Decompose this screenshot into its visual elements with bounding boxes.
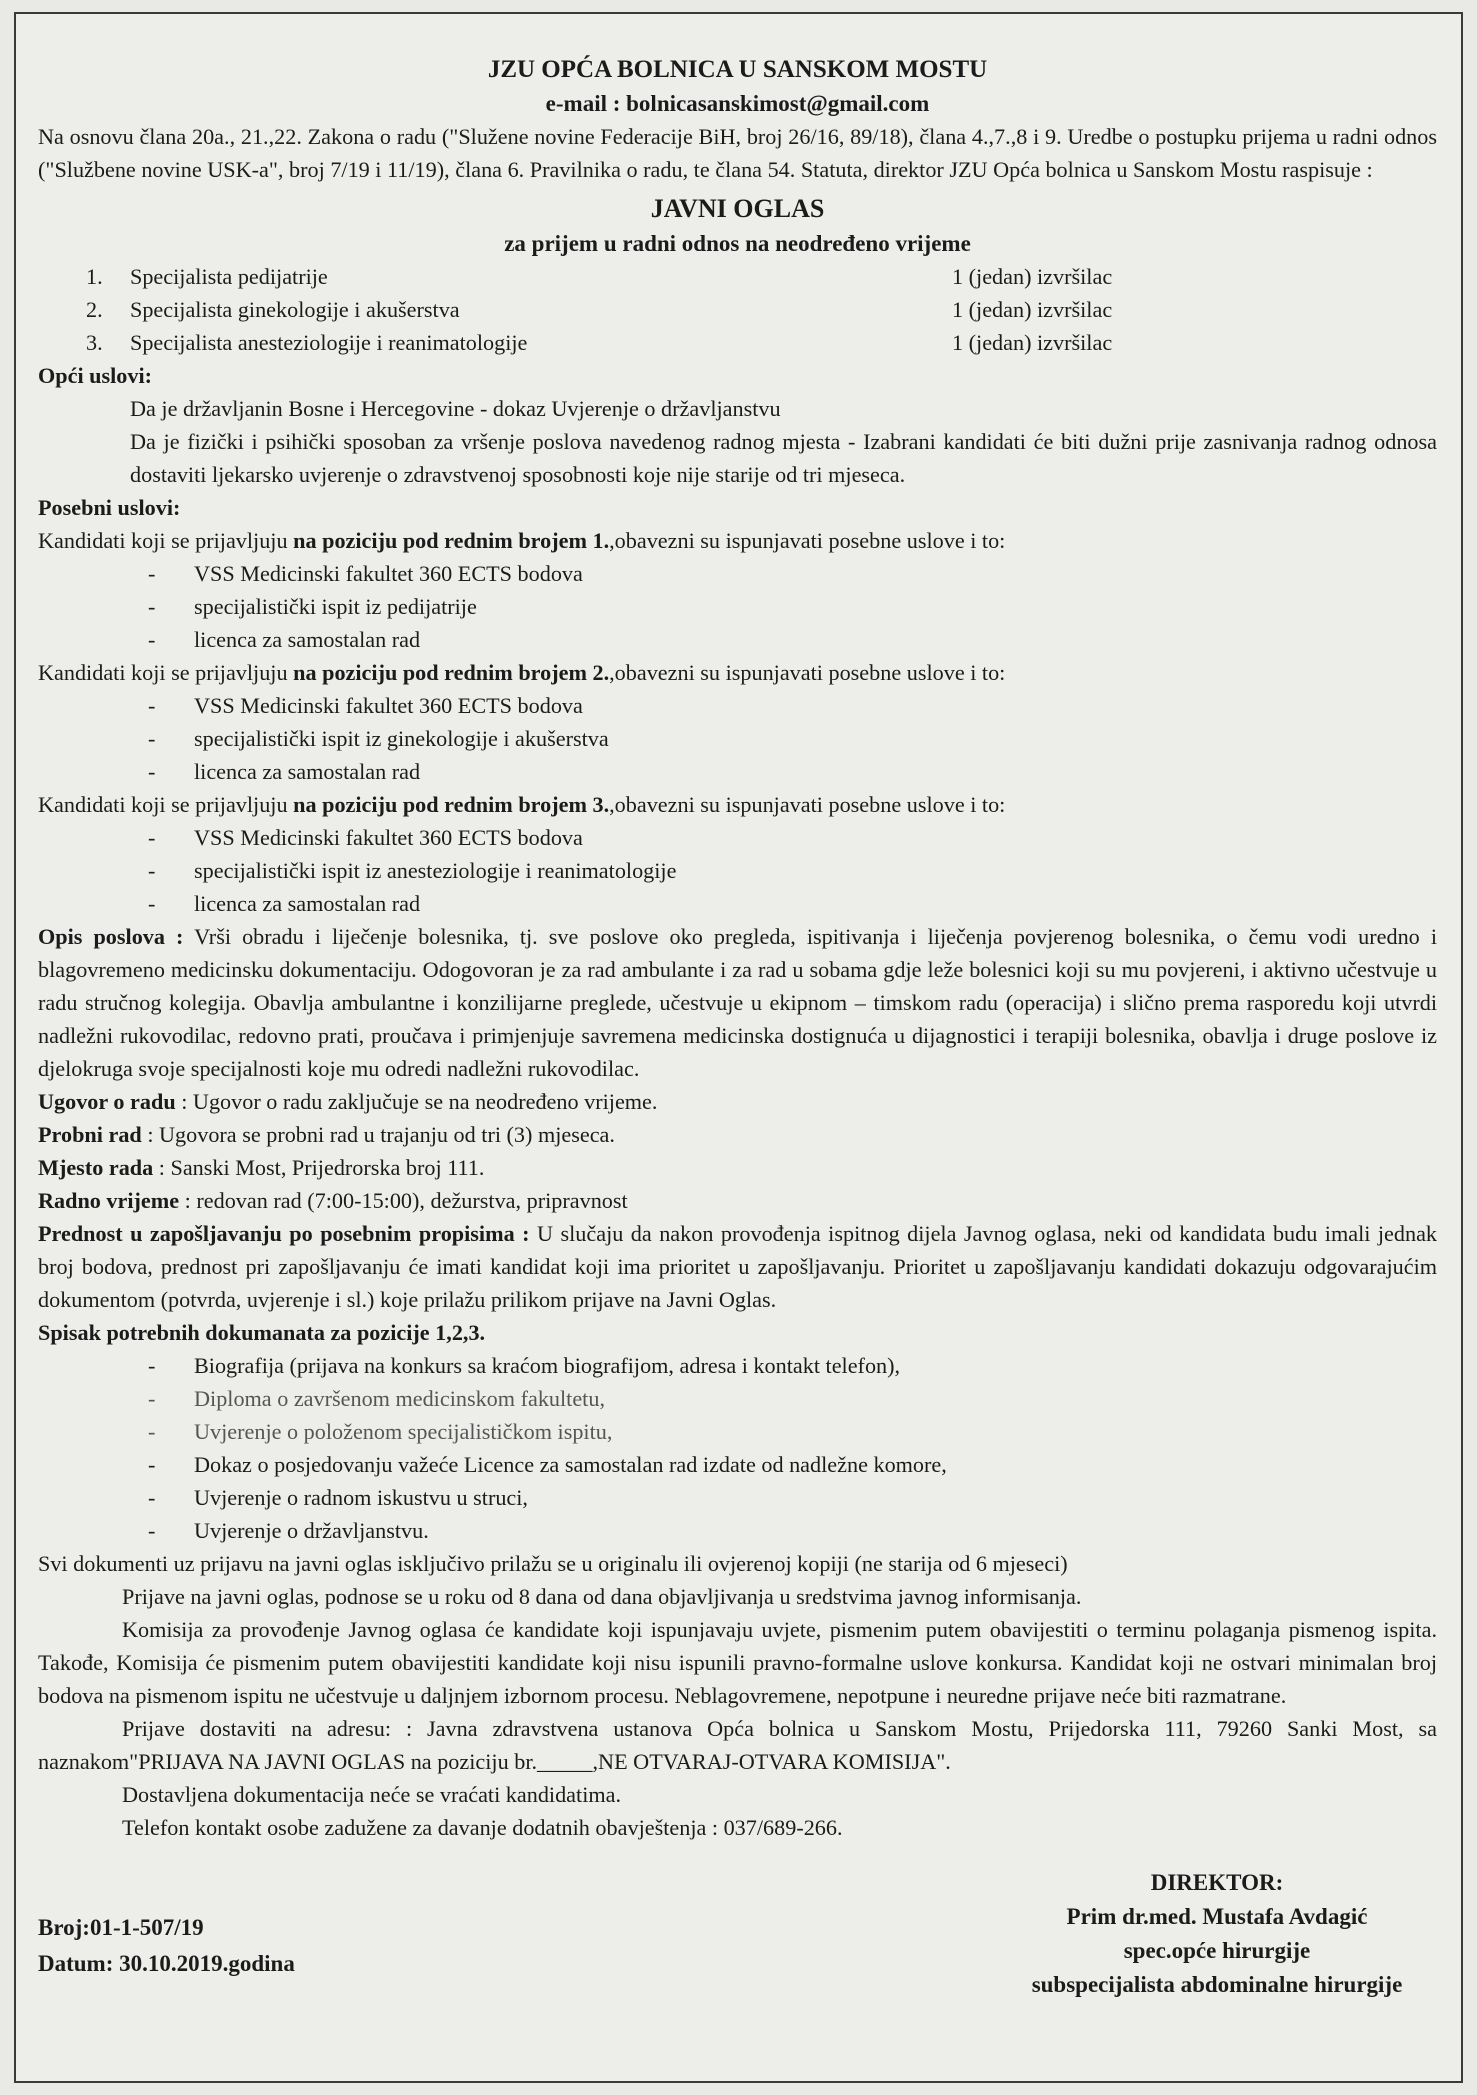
info-line [38,1184,1437,1217]
info-text: : Sanski Most, Prijedrorska broj 111. [153,1155,485,1180]
position-count: 1 (jedan) izvršilac [952,297,1113,322]
list-item: - specijalistički ispit iz pedijatrije [148,590,1437,623]
job-description-text: Vrši obradu i liječenje bolesnika, tj. sve poslove oko pregleda, ispitivanja i liječenja povjerenog bolesnika, o čemu vodi uredno i blagovremeno medicinsku dokumentaciju. Odogovoran je za rad ambulante i za rad u sobama gdje leže bolesnici koji su mu povjereni, i aktivno učestvuje u radu stručnog kolegija. Obavlja ambulantne i konzilijarne preglede, učestvuje u ekipnom – timskom radu (operacija) i slično prema rasporedu koji utvrdi nadležni rukovodilac, redovno prati, proučava i primjenjuje savremena medicinska dostignuća u dijagnostici i terapiji bolesnika, obavlja i druge poslove iz djelokruga svoje specijalnosti koje mu odredi nadležni rukovodilac. [38,924,1437,1081]
document-footer [38,1866,1437,2036]
info-text: : redovan rad (7:00-15:00), dežurstva, pripravnost [179,1188,628,1213]
announcement-title: JAVNI OGLAS [650,194,825,223]
job-announcement-document [14,12,1463,2083]
closing-paragraph: Dostavljena dokumentacija neće se vraćati kandidatima. [122,1782,622,1807]
closing-paragraph: Svi dokumenti uz prijavu na javni oglas isključivo prilažu se u originalu ili ovjerenoj kopiji (ne starija od 6 mjeseci) [38,1551,1068,1576]
list-item: - Uvjerenje o položenom specijalističkom ispitu, [148,1415,1437,1448]
signatory-role: DIREKTOR: [1150,1870,1284,1895]
closing-paragraph: Prijave dostaviti na adresu: : Javna zdravstvena ustanova Opća bolnica u Sanskom Mostu, Prijedorska 111, 79260 Sanki Most, sa naznakom"PRIJAVA NA JAVNI OGLAS na poziciju br._____,NE OTVARAJ-OTVARA KOMISIJA". [38,1716,1437,1774]
list-item: - specijalistički ispit iz anesteziologije i reanimatologije [148,854,1437,887]
info-text: : Ugovora se probni rad u trajanju od tri (3) mjeseca. [141,1122,615,1147]
signatory-name: Prim dr.med. Mustafa Avdagić [1066,1904,1368,1929]
list-item: - Biografija (prijava na konkurs sa kraćom biografijom, adresa i kontakt telefon), [148,1349,1437,1382]
special-group-pre: Kandidati koji se prijavljuju [38,792,294,817]
special-group-list [38,821,1437,920]
special-group-position: na poziciju pod rednim brojem 3. [293,792,610,817]
closing-paragraph: Telefon kontakt osobe zadužene za davanje dodatnih obavještenja : 037/689-266. [122,1815,843,1840]
list-item: - licenca za samostalan rad [148,755,1437,788]
list-item: - Diploma o završenom medicinskom fakultetu, [148,1382,1437,1415]
position-count: 1 (jedan) izvršilac [952,330,1113,355]
job-description [38,920,1437,1085]
position-number: 1. [86,264,103,289]
job-description-label: Opis poslova : [38,924,184,949]
list-item: - Uvjerenje o radnom iskustvu u struci, [148,1481,1437,1514]
special-group-list [38,689,1437,788]
special-group-position: na poziciju pod rednim brojem 1. [293,528,610,553]
special-group-list [38,557,1437,656]
list-item: - licenca za samostalan rad [148,887,1437,920]
list-item: - Uvjerenje o državljanstvu. [148,1514,1437,1547]
position-name: Specijalista ginekologije i akušerstva [130,297,460,322]
special-group-position: na poziciju pod rednim brojem 2. [293,660,610,685]
reference-block [38,1910,295,1982]
reference-number: Broj:01-1-507/19 [38,1915,204,1940]
special-group-post: ,obavezni su ispunjavati posebne uslove i to: [609,792,1006,817]
general-condition: Da je državljanin Bosne i Hercegovine - dokaz Uvjerenje o državljanstvu [130,396,781,421]
priority-text: U slučaju da nakon provođenja ispitnog dijela Javnog oglasa, neki od kandidata budu imali jednak broj bodova, prednost pri zapošljavanju će imati kandidat koji ima prioritet u zapošljavanju. Prioritet u zapošljavanju kandidati dokazuju odgovarajućim dokumentom (potvrda, uvjerenje i sl.) koje prilažu prilikom prijave na Javni Oglas. [38,1221,1438,1312]
info-label: Mjesto rada [38,1155,154,1180]
list-item: - Dokaz o posjedovanju važeće Licence za samostalan rad izdate od nadležne komore, [148,1448,1437,1481]
list-item: - VSS Medicinski fakultet 360 ECTS bodova [148,821,1437,854]
info-line [38,1085,1437,1118]
institution-email: e-mail : bolnicasanskimost@gmail.com [545,91,930,116]
list-item: - VSS Medicinski fakultet 360 ECTS bodova [148,689,1437,722]
closing-paragraph: Prijave na javni oglas, podnose se u roku od 8 dana od dana objavljivanja u sredstvima javnog informisanja. [122,1584,1082,1609]
info-line [38,1118,1437,1151]
signatory-specialty: spec.opće hirurgije [1123,1938,1311,1963]
special-group-pre: Kandidati koji se prijavljuju [38,660,294,685]
documents-heading: Spisak potrebnih dokumanata za pozicije 1,2,3. [38,1320,486,1345]
special-group-intro [38,656,1437,689]
special-group-post: ,obavezni su ispunjavati posebne uslove i to: [609,660,1006,685]
special-group-intro [38,788,1437,821]
position-count: 1 (jedan) izvršilac [952,264,1113,289]
position-number: 2. [86,297,103,322]
signature-block [997,1866,1437,2002]
position-name: Specijalista anesteziologije i reanimatologije [130,330,528,355]
list-item: - specijalistički ispit iz ginekologije i akušerstva [148,722,1437,755]
list-item: - VSS Medicinski fakultet 360 ECTS bodova [148,557,1437,590]
position-row [38,326,1437,359]
signatory-subspecialty: subspecijalista abdominalne hirurgije [1031,1972,1403,1997]
special-group-intro [38,524,1437,557]
priority-paragraph [38,1217,1437,1316]
priority-label: Prednost u zapošljavanju po posebnim propisima : [38,1221,530,1246]
info-text: : Ugovor o radu zaključuje se na neodređeno vrijeme. [175,1089,658,1114]
institution-name: JZU OPĆA BOLNICA U SANSKOM MOSTU [487,56,988,83]
info-label: Ugovor o radu [38,1089,176,1114]
info-label: Probni rad [38,1122,142,1147]
documents-list [38,1349,1437,1547]
special-group-post: ,obavezni su ispunjavati posebne uslove i to: [609,528,1006,553]
intro-paragraph: Na osnovu člana 20a., 21.,22. Zakona o radu ("Služene novine Federacije BiH, broj 26/16, 89/18), člana 4.,7.,8 i 9. Uredbe o postupku prijema u radni odnos ("Službene novine USK-a", broj 7/19 i 11/19), člana 6. Pravilnika o radu, te člana 54. Statuta, direktor JZU Opća bolnica u Sanskom Mostu raspisuje : [38,124,1437,182]
announcement-subtitle: za prijem u radni odnos na neodređeno vrijeme [504,231,971,256]
reference-date: Datum: 30.10.2019.godina [38,1951,295,1976]
list-item: - licenca za samostalan rad [148,623,1437,656]
position-row [38,293,1437,326]
special-conditions-heading: Posebni uslovi: [38,495,181,520]
special-group-pre: Kandidati koji se prijavljuju [38,528,294,553]
position-name: Specijalista pedijatrije [130,264,328,289]
general-condition: Da je fizički i psihički sposoban za vršenje poslova navedenog radnog mjesta - Izabrani kandidati će biti dužni prije zasnivanja radnog odnosa dostaviti ljekarsko uvjerenje o zdravstvenoj sposobnosti koje nije starije od tri mjeseca. [130,429,1437,487]
position-row [38,260,1437,293]
general-conditions-heading: Opći uslovi: [38,363,153,388]
info-line [38,1151,1437,1184]
positions-list [38,260,1437,359]
closing-paragraph: Komisija za provođenje Javnog oglasa će kandidate koji ispunjavaju uvjete, pismenim putem obavijestiti o terminu polaganja pismenog ispita. Takođe, Komisija će pismenim putem obavijestiti kandidate koji nisu ispunili pravno-formalne uslove konkursa. Kandidat koji ne ostvari minimalan broj bodova na pismenom ispitu ne učestvuje u daljnjem izbornom procesu. Neblagovremene, nepotpune i neuredne prijave neće biti razmatrane. [38,1617,1437,1708]
position-number: 3. [86,330,103,355]
info-label: Radno vrijeme [38,1188,180,1213]
